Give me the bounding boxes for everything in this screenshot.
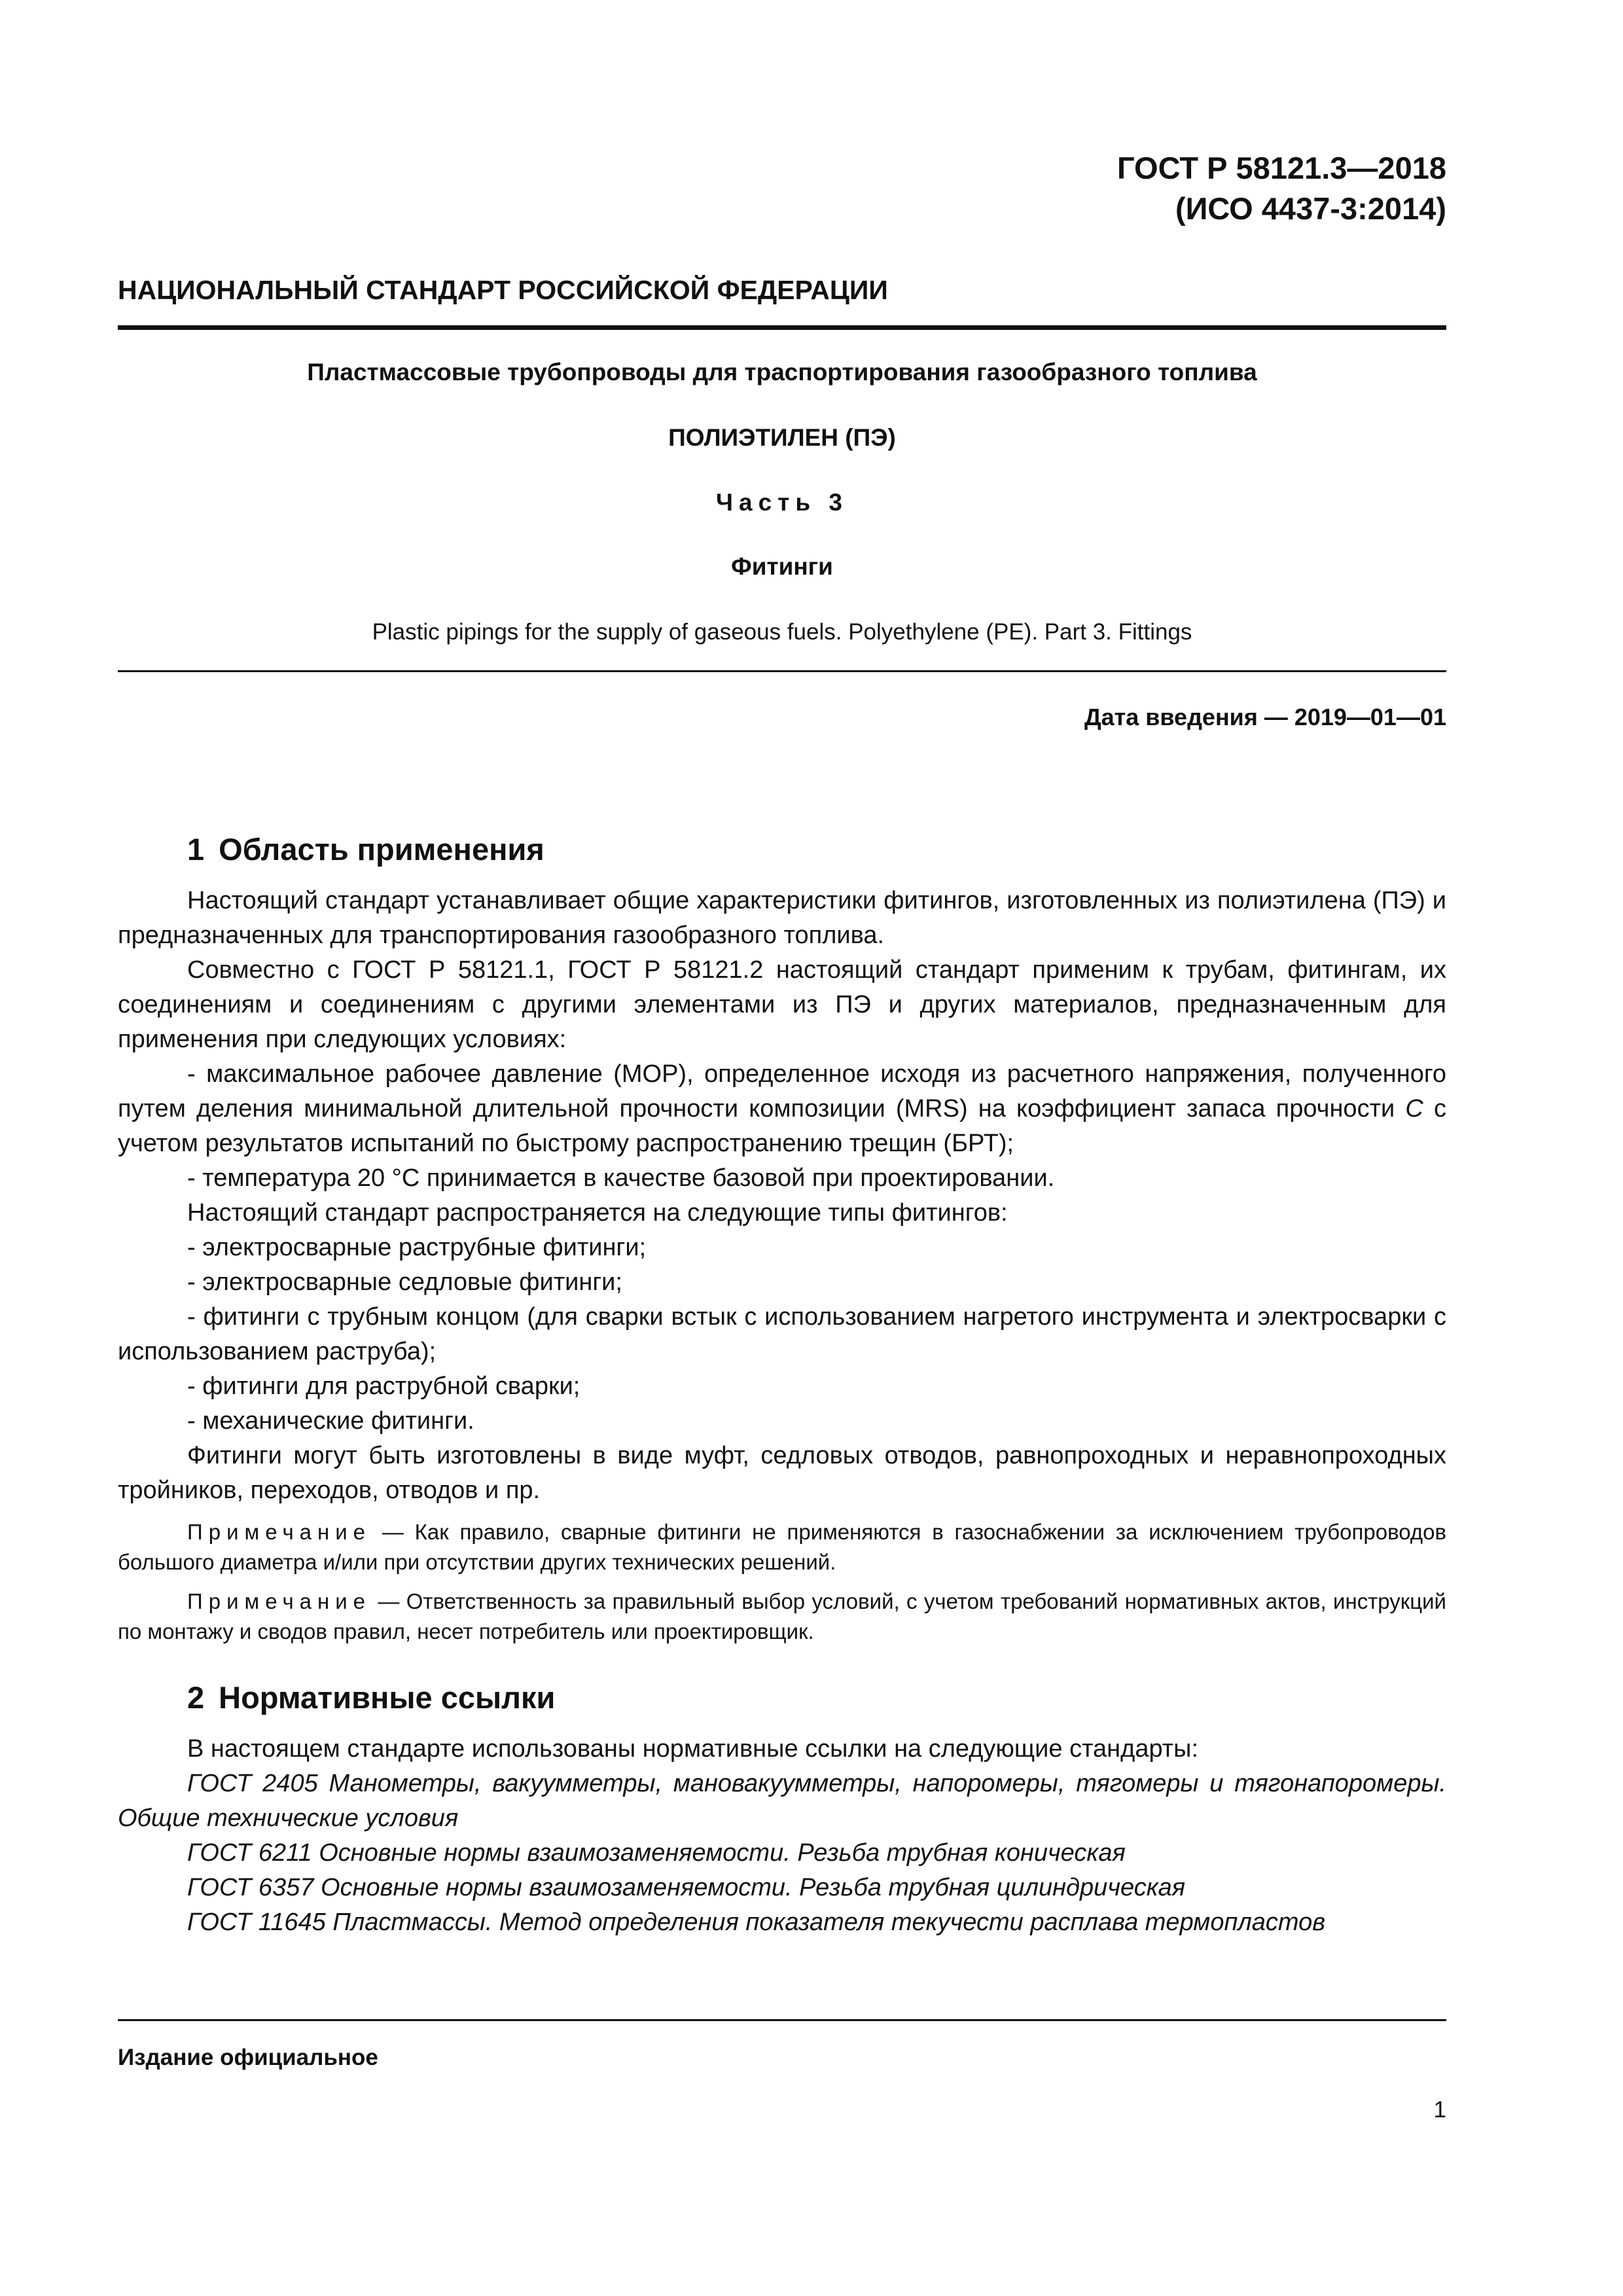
mop-text: - максимальное рабочее давление (MOP), определенное исходя из расчетного напряжения, полученного путем деления минимальной длительной прочности композиции (MRS) на коэффициент запаса прочности — [118, 1060, 1446, 1122]
paragraph: Настоящий стандарт устанавливает общие характеристики фитингов, изготовленных из полиэтилена (ПЭ) и предназначенных для транспортирования газообразного топлива. — [118, 887, 1446, 949]
section-1-number: 1 — [187, 832, 205, 867]
list-item: - фитинги с трубным концом (для сварки встык с использованием нагретого инструмента и электросварки с использованием раструба); — [118, 1303, 1446, 1365]
section-1-heading — [187, 830, 1446, 869]
english-title: Plastic pipings for the supply of gaseous fuels. Polyethylene (PE). Part 3. Fittings — [372, 619, 1192, 645]
note-label: Примечание — [187, 1520, 372, 1544]
section-2-heading — [187, 1678, 1446, 1717]
reference-item: ГОСТ 6357 Основные нормы взаимозаменяемости. Резьба трубная цилиндрическая — [187, 1874, 1186, 1901]
mop-tail: с учетом результатов испытаний по быстрому распространению трещин (БРТ); — [118, 1095, 1446, 1157]
section-2-number: 2 — [187, 1680, 205, 1715]
section-2-title: Нормативные ссылки — [219, 1680, 556, 1715]
title-bottom-rule — [118, 670, 1446, 672]
iso-reference: (ИСО 4437-3:2014) — [1175, 191, 1446, 226]
paragraph: Настоящий стандарт распространяется на следующие типы фитингов: — [187, 1199, 1008, 1227]
national-standard-title: НАЦИОНАЛЬНЫЙ СТАНДАРТ РОССИЙСКОЙ ФЕДЕРАЦИИ — [118, 275, 888, 305]
note-label: Примечание — [187, 1589, 372, 1613]
list-item: - температура 20 °С принимается в качестве базовой при проектировании. — [187, 1164, 1055, 1192]
list-item: - фитинги для раструбной сварки; — [187, 1372, 580, 1400]
subject-title: Фитинги — [731, 553, 833, 580]
list-item: - механические фитинги. — [187, 1407, 474, 1435]
note-2 — [118, 1587, 1446, 1647]
list-item: - электросварные раструбные фитинги; — [187, 1234, 647, 1261]
reference-item: ГОСТ 2405 Манометры, вакуумметры, мановакуумметры, напоромеры, тягомеры и тягонапоромеры. Общие технические условия — [118, 1770, 1446, 1832]
paragraph: Фитинги могут быть изготовлены в виде муфт, седловых отводов, равнопроходных и неравнопроходных тройников, переходов, отводов и пр. — [118, 1442, 1446, 1504]
reference-item: ГОСТ 11645 Пластмассы. Метод определения показателя текучести расплава термопластов — [187, 1909, 1326, 1936]
introduction-date: Дата введения — 2019—01—01 — [1084, 704, 1446, 730]
paragraph: Совместно с ГОСТ Р 58121.1, ГОСТ Р 58121.2 настоящий стандарт применим к трубам, фитингам, их соединениям и соединениям с другими элементами из ПЭ и других материалов, предназначенным для применения при следующих условиях: — [118, 956, 1446, 1053]
list-item-mop — [118, 1057, 1446, 1161]
note-2-text: — Ответственность за правильный выбор условий, с учетом требований нормативных актов, инструкций по монтажу и сводов правил, несет потребитель или проектировщик. — [118, 1589, 1446, 1643]
paragraph: В настоящем стандарте использованы нормативные ссылки на следующие стандарты: — [187, 1735, 1199, 1763]
note-1 — [118, 1517, 1446, 1577]
part-title: Часть 3 — [716, 489, 848, 516]
list-item: - электросварные седловые фитинги; — [187, 1268, 622, 1296]
official-edition-label: Издание официальное — [118, 2045, 378, 2070]
page-number: 1 — [1433, 2097, 1446, 2123]
note-1-text: — Как правило, сварные фитинги не применяются в газоснабжении за исключением трубопроводов большого диаметра и/или при отсутствии других технических решений. — [118, 1520, 1446, 1574]
section-1-title: Область применения — [219, 832, 544, 867]
standard-designation-block — [1117, 148, 1446, 229]
title-top-rule — [118, 325, 1446, 330]
material-title: ПОЛИЭТИЛЕН (ПЭ) — [668, 424, 896, 451]
footer-rule — [118, 2019, 1446, 2021]
reference-item: ГОСТ 6211 Основные нормы взаимозаменяемости. Резьба трубная коническая — [187, 1839, 1126, 1867]
main-title: Пластмассовые трубопроводы для траспортирования газообразного топлива — [307, 359, 1257, 386]
mop-symbol: C — [1405, 1095, 1423, 1122]
standard-designation: ГОСТ Р 58121.3—2018 — [1117, 151, 1446, 185]
section-1 — [118, 830, 1446, 1940]
